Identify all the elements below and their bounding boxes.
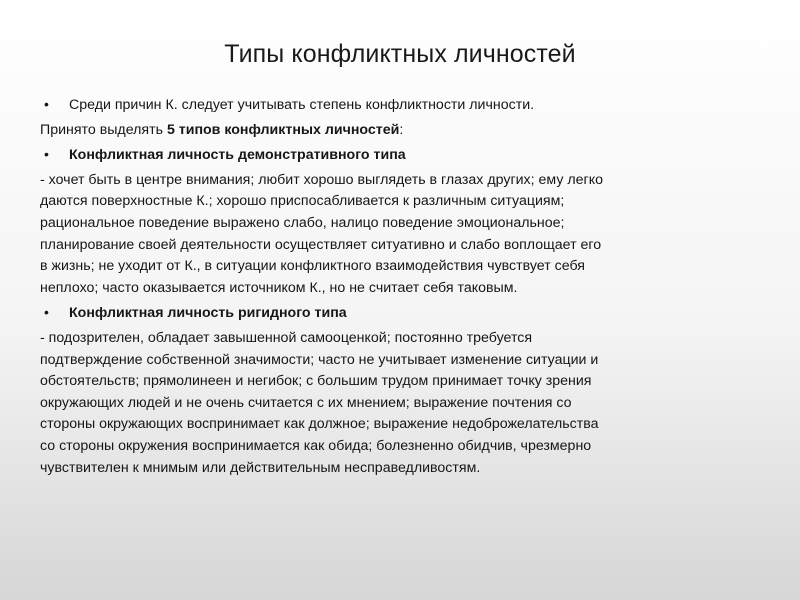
type1-line: планирование своей деятельности осуществляет ситуативно и слабо воплощает его xyxy=(40,236,602,253)
type2-line: со стороны окружения воспринимается как обида; болезненно обидчив, чрезмерно xyxy=(40,437,592,454)
intro-text-bold: 5 типов конфликтных личностей xyxy=(166,121,400,138)
type2-line: - подозрителен, обладает завышенной самооценкой; постоянно требуется xyxy=(40,329,533,346)
type2-heading: Конфликтная личность ригидного типа xyxy=(69,305,347,322)
bullet-marker: • xyxy=(44,304,49,321)
intro-text-before: Принято выделять xyxy=(40,121,167,138)
bullet-item-type1 xyxy=(40,144,775,167)
type1-description xyxy=(40,170,775,300)
type2-line: обстоятельств; прямолинеен и негибок; с большим трудом принимает точку зрения xyxy=(40,373,592,390)
slide-title: Типы конфликтных личностей xyxy=(224,40,576,68)
type1-heading: Конфликтная личность демонстративного типа xyxy=(69,147,406,164)
type2-description xyxy=(40,328,775,479)
type2-line: чувствителен к мнимым или действительным несправедливостям. xyxy=(40,459,481,476)
bullet-marker: • xyxy=(44,96,49,112)
slide-content xyxy=(40,94,775,479)
bullet-item-intro xyxy=(40,94,775,117)
intro-text-after: : xyxy=(399,121,404,138)
type1-line: даются поверхностные К.; хорошо приспосабливается к различным ситуациям; xyxy=(40,193,565,210)
type2-line: окружающих людей и не очень считается с их мнением; выражение почтения со xyxy=(40,394,572,411)
type1-line: рациональное поведение выражено слабо, налицо поведение эмоциональное; xyxy=(40,214,565,231)
bullet-marker: • xyxy=(44,146,49,163)
bullet-item-type2 xyxy=(40,302,775,325)
type1-line: - хочет быть в центре внимания; любит хорошо выглядеть в глазах других; ему легко xyxy=(40,171,603,188)
type1-line: в жизнь; не уходит от К., в ситуации конфликтного взаимодействия чувствует себя xyxy=(40,258,585,275)
type1-line: неплохо; часто оказывается источником К., но не считает себя таковым. xyxy=(40,279,518,296)
type2-line: подтверждение собственной значимости; часто не учитывает изменение ситуации и xyxy=(40,351,599,368)
type2-line: стороны окружающих воспринимает как должное; выражение недоброжелательства xyxy=(40,416,599,433)
intro-bullet-text: Среди причин К. следует учитывать степень конфликтности личности. xyxy=(69,97,535,113)
intro-paragraph xyxy=(40,120,775,142)
